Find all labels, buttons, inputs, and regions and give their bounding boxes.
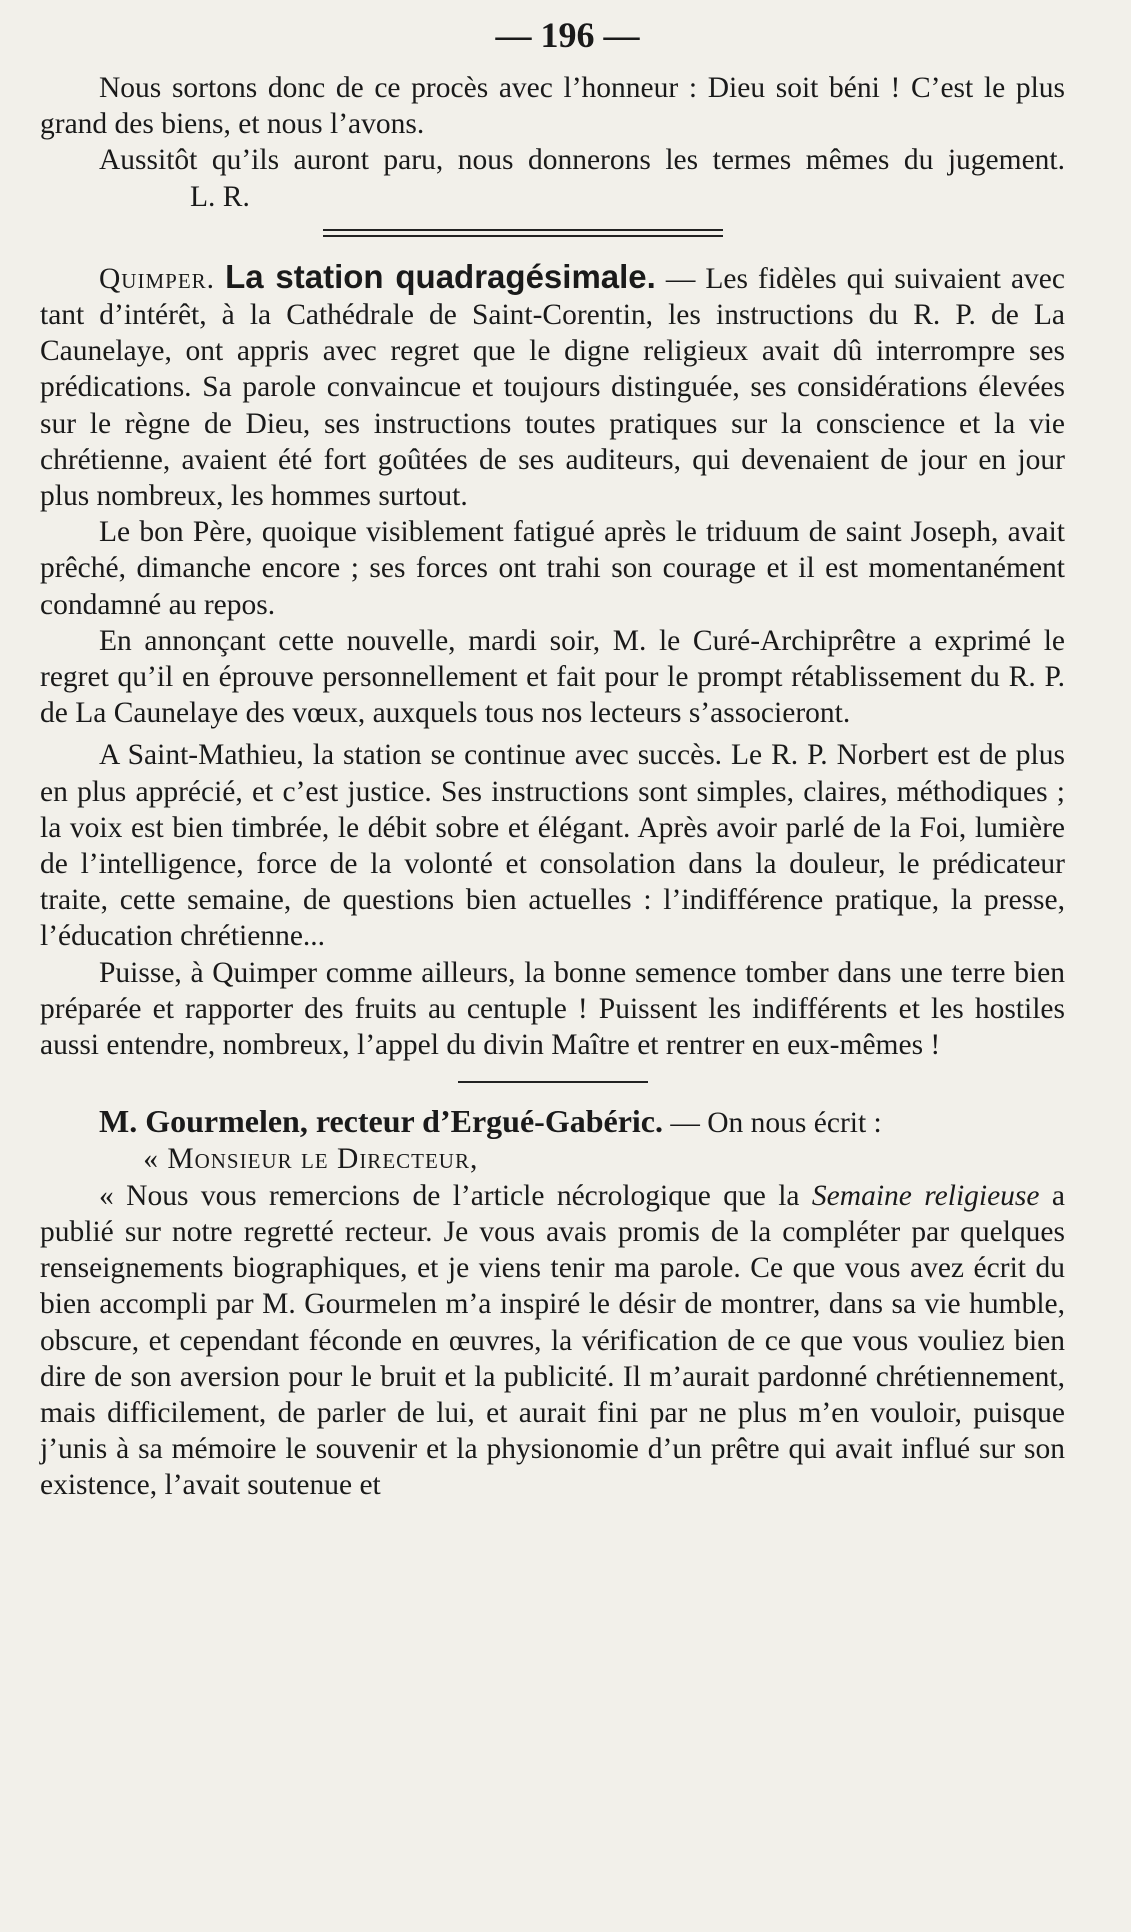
page-number: — 196 — [495, 15, 640, 55]
article-proces-conclusion [40, 70, 1065, 215]
paragraph: En annonçant cette nouvelle, mardi soir, M. le Curé-Archiprêtre a exprimé le regret qu’il en éprouve personnellement et fait pour le prompt rétablissement du R. P. de La Caunelaye des vœux, auxquels tous nos lecteurs s’associeront. [40, 624, 1065, 730]
article-gourmelen [40, 1103, 1065, 1503]
place-name: Quimper. [99, 262, 216, 295]
paragraph [40, 142, 1065, 214]
paragraph-lead [40, 1103, 1065, 1141]
double-divider [323, 229, 723, 237]
paragraph-lead [40, 259, 1065, 514]
single-divider [458, 1081, 648, 1083]
author-signature: L. R. [190, 180, 250, 213]
article-station-quadragesimale [40, 259, 1065, 1063]
letter-paragraph: « Nous vous remercions de l’article nécrologique que la Semaine religieuse a publié sur notre regretté recteur. Je vous avais promis de la compléter par quelques renseignements biographiques, et je viens tenir ma parole. Ce que vous avez écrit du bien accompli par M. Gourmelen m’a inspiré le désir de montrer, dans sa vie humble, obscure, et cependant féconde en œuvres, la vérification de ce que vous vouliez bien dire de son aversion pour le bruit et la publicité. Il m’aurait pardonné chrétiennement, mais difficilement, de parler de lui, et aurait fini par ne plus m’en vouloir, puisque j’unis à sa mémoire le souvenir et la physionomie d’un prêtre qui avait influé sur son existence, l’avait soutenue et [40, 1179, 1066, 1502]
paragraph: A Saint-Mathieu, la station se continue avec succès. Le R. P. Norbert est de plus en plus apprécié, et c’est justice. Ses instructions sont simples, claires, méthodiques ; la voix est bien timbrée, le débit sobre et élégant. Après avoir parlé de la Foi, lumière de l’intelligence, force de la volonté et consolation dans la douleur, le prédicateur traite, cette semaine, de questions bien actuelles : l’indifférence pratique, la presse, l’éducation chrétienne... [40, 739, 1065, 953]
paragraph: Puisse, à Quimper comme ailleurs, la bonne semence tomber dans une terre bien préparée et rapporter des fruits au centuple ! Puissent les indifférents et les hostiles aussi entendre, nombreux, l’appel du divin Maître et rentrer en eux-mêmes ! [40, 956, 1065, 1062]
paragraph-text: — Les fidèles qui suivaient avec tant d’intérêt, à la Cathédrale de Saint-Corentin, les instructions du R. P. de La Caunelaye, ont appris avec regret que le digne religieux avait dû interrompre ses prédications. Sa parole convaincue et toujours distinguée, ses considérations élevées sur le règne de Dieu, ses instructions toutes pratiques sur la conscience et la vie chrétienne, avaient été fort goûtées de ses auditeurs, qui devenaient de jour en jour plus nombreux, les hommes surtout. [40, 262, 1065, 513]
publication-title: Semaine religieuse [811, 1179, 1040, 1212]
article-headline: M. Gourmelen, recteur d’Ergué-Gabéric. [99, 1103, 663, 1140]
paragraph: Le bon Père, quoique visiblement fatigué après le triduum de saint Joseph, avait prêché, dimanche encore ; ses forces ont trahi son courage et il est momentanément condamné au repos. [40, 516, 1065, 621]
letter-salutation: « Monsieur le Directeur, [143, 1143, 479, 1176]
paragraph: Nous sortons donc de ce procès avec l’honneur : Dieu soit béni ! C’est le plus grand des biens, et nous l’avons. [40, 72, 1065, 141]
paragraph-text: — On nous écrit : [663, 1107, 882, 1140]
article-headline: La station quadragésimale. [225, 257, 656, 295]
paragraph-text: Aussitôt qu’ils auront paru, nous donnerons les termes mêmes du jugement. [99, 144, 1065, 177]
